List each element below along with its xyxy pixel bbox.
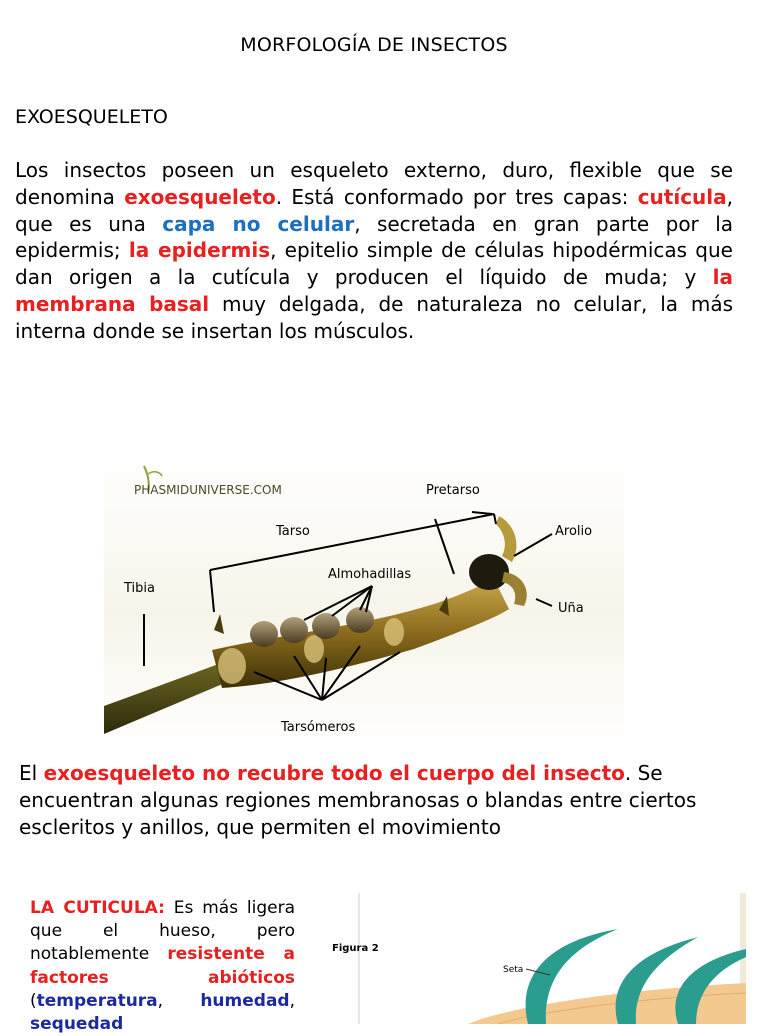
intro-text-5: , epitelio simple de células hipodérmicas que dan origen a la cutícula y producen el líquido de muda; y [15, 238, 733, 290]
label-pretarso: Pretarso [426, 483, 480, 498]
seta-label: Seta [503, 965, 524, 975]
intro-paragraph [15, 157, 733, 345]
note-text-1: El [19, 761, 44, 785]
term-resistente: resistente a factores abióticos [30, 944, 295, 988]
intro-text-1: Los insectos poseen un esqueleto externo, duro, flexible que se denomina [15, 158, 733, 209]
intro-text-4: , secretada en gran parte por la epidermis; [15, 211, 734, 263]
cuticula-text-1: Es más ligera que el hueso, pero notablemente [30, 898, 295, 965]
cuticula-text-3: , [157, 990, 201, 1011]
note-text-2: . Se encuentran algunas regiones membranosas o blandas entre ciertos escleritos y anillos, que permiten el movimiento [19, 761, 697, 839]
label-tibia: Tibia [124, 581, 155, 596]
section-heading: EXOESQUELETO [15, 106, 168, 128]
watermark-text: PHASMIDUNIVERSE.COM [134, 483, 282, 497]
page-title: MORFOLOGÍA DE INSECTOS [240, 34, 508, 56]
cuticula-text-2: ( [30, 990, 37, 1011]
label-arolio: Arolio [555, 524, 593, 539]
term-membrana-basal: la membrana basal [15, 265, 733, 316]
label-almohadillas: Almohadillas [328, 567, 412, 582]
insect-leg-diagram [104, 444, 624, 755]
label-tarsomeros: Tarsómeros [281, 720, 356, 735]
seta-diagram [318, 893, 746, 1024]
arolium-shape [469, 554, 509, 590]
label-una: Uña [558, 601, 584, 616]
term-epidermis: la epidermis [128, 238, 271, 263]
cuticula-paragraph [30, 897, 295, 1036]
note-highlight: exoesqueleto no recubre todo el cuerpo del insecto [43, 761, 625, 785]
label-tarso: Tarso [276, 524, 310, 539]
term-capa-no-celular: capa no celular [162, 211, 355, 236]
figure2-caption: Figura 2 [332, 943, 379, 954]
term-temperatura: temperatura [36, 990, 158, 1011]
intro-text-3: , que es una [15, 184, 734, 236]
seta-figure [318, 893, 746, 1024]
cuticula-heading: LA CUTICULA: [30, 898, 165, 918]
intro-text-2: . Está conformado por tres capas: [275, 184, 638, 209]
cuticula-text-4: , [289, 990, 295, 1011]
intro-text-6: muy delgada, de naturaleza no celular, la más interna donde se insertan los músculos. [15, 291, 733, 343]
term-exoesqueleto: exoesqueleto [124, 184, 276, 209]
term-sequedad: sequedad [30, 1014, 124, 1035]
term-cuticula: cutícula [637, 184, 727, 209]
insect-leg-figure [104, 444, 624, 755]
term-humedad: humedad [200, 990, 290, 1011]
exoesqueleto-note [19, 760, 741, 841]
